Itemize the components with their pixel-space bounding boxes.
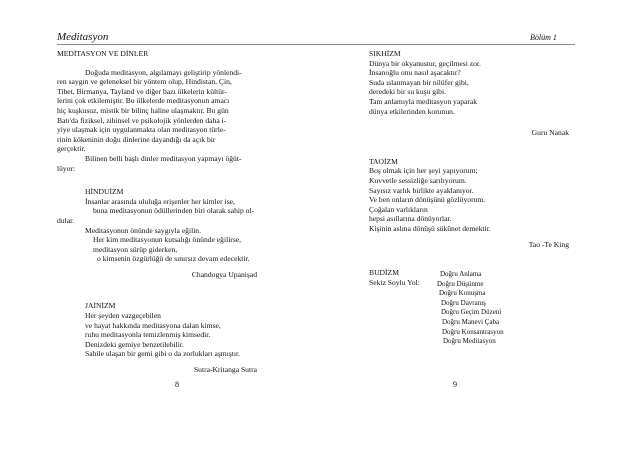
intro-line: Tibet, Birmanya, Tayland ve diğer bazı ülkelerin kültür- — [57, 86, 227, 96]
chapter-label: Bölüm 1 — [530, 33, 557, 42]
quote-line: İnsanoğlu onu nasıl aşacaktır? — [369, 68, 461, 78]
intro-line: rinin kökeninin doğu dinlerine dayandığı da açık bir — [57, 134, 216, 144]
list-item: Doğru Geçim Düzeni — [441, 308, 502, 317]
quote-line: Kuvvetle sessizliğe sarılıyorum. — [369, 175, 467, 185]
quote-line: Tam anlamıyla meditasyon yaparak — [369, 96, 478, 106]
intro-line: lüyor: — [57, 163, 76, 173]
quote-line: o kimsenin özgürlüğü de sınırsız devam edecektir. — [97, 254, 250, 264]
quote-line: ruhu meditasyonla temizlenmiş kimsedir. — [85, 330, 211, 340]
intro-line: Bilinen belli başlı dinler meditasyon yapmayı öğüt- — [85, 153, 242, 163]
quote-line: Çoğalan varlıkların — [369, 204, 428, 214]
eightfold-path-list — [437, 270, 504, 347]
running-title: Meditasyon — [57, 31, 109, 43]
list-item: Doğru Manevi Çaba — [442, 317, 500, 326]
quote-line: dular. — [57, 215, 75, 225]
quote-line: Ve ben onların dönüşünü gözlüyorum. — [369, 195, 486, 205]
hinduism-heading: HİNDUİZM — [85, 187, 124, 197]
quote-line: dünya etkilerinden korunun. — [369, 106, 455, 116]
quote-line: Denizdeki gemiye benzetilebilir. — [85, 339, 184, 349]
list-item: Doğru Meditasyon — [443, 337, 496, 346]
list-item: Doğru Konsantrasyon — [442, 327, 504, 336]
quote-line: Suda ıslanmayan bir nilüfer gibi, — [369, 77, 469, 87]
page-number-right: 9 — [453, 380, 457, 389]
intro-line: Doğuda meditasyon, algılamayı geliştirip yönlendi- — [85, 67, 242, 77]
quote-line: İnsanlar arasında ululuğa erişenler her kimler ise, — [85, 196, 235, 206]
list-item: Doğru Anlama — [440, 270, 482, 278]
quote-line: Her kim meditasyonun kutsalığı önünde eğilirse, — [93, 235, 242, 245]
jainism-heading: JAİNİZM — [85, 301, 116, 311]
list-item: Doğru Düşünme — [437, 279, 484, 288]
quote-line: Boş olmak için her şeyi yapıyorum; — [369, 166, 478, 176]
intro-paragraph — [57, 68, 262, 174]
intro-line: yiye ulaşmak için uygulanmakta olan meditasyon türle- — [57, 125, 226, 135]
left-page-column — [57, 49, 257, 375]
list-item: Doğru Davranış — [441, 298, 486, 307]
quote-source: Tao -Te King — [528, 239, 569, 249]
quote-line: Meditasyonun önünde saygıyla eğilin. — [85, 225, 201, 235]
quote-line: hepsi asıllarına dönüyorlar. — [369, 214, 452, 224]
list-item: Doğru Konuşma — [439, 289, 486, 298]
buddhism-heading: BUDİZM — [369, 268, 399, 278]
header-rule — [57, 44, 575, 45]
quote-line: buna meditasyonun ödüllerinden biri olarak sahip ol- — [93, 206, 255, 216]
intro-line: hiç kuşkusuz, mistik bir bilinç haline ulaşmaktır. Bu gün — [57, 105, 229, 115]
quote-source: Chandogya Upanişad — [191, 269, 257, 279]
quote-source: Guru Nanak — [531, 128, 569, 138]
right-page-column — [369, 49, 569, 287]
section-heading: MEDİTASYON VE DİNLER — [57, 49, 149, 58]
quote-line: deredeki bir su kuşu gibi. — [369, 87, 446, 97]
quote-line: Sayısız varlık birlikte ayaklanıyor. — [369, 185, 474, 195]
jainism-section — [57, 301, 257, 374]
intro-line: gerçektir. — [57, 144, 86, 154]
quote-source: Sutra-Kritanga Sutra — [193, 365, 257, 375]
sikhism-section — [369, 49, 569, 138]
intro-line: Batı'da fiziksel, zihinsel ve psikolojik yönlerden daha i- — [57, 115, 227, 125]
taoism-section — [369, 157, 569, 249]
buddhism-subheading: Sekiz Soylu Yol: — [369, 277, 420, 287]
quote-line: Dünya bir okyanustur, geçilmesi zor. — [369, 58, 481, 68]
hinduism-section — [57, 187, 257, 279]
page-number-left: 8 — [175, 380, 179, 389]
intro-line: lerini çok etkilemiştir. Bu ülkelerde meditasyonun amacı — [57, 96, 230, 106]
intro-line: ren saygın ve geleneksel bir yöntem olup, Hindistan, Çin, — [57, 77, 232, 87]
taoism-heading: TAOİZM — [369, 156, 398, 166]
sikhism-heading: SIKHİZM — [369, 49, 401, 58]
quote-line: Kişinin aslına dönüşü sükûnet demektir. — [369, 223, 491, 233]
quote-line: Her şeyden vazgeçebilen — [85, 311, 161, 321]
quote-line: Sahile ulaşan bir gemi gibi o da zorlukları aşmıştır. — [85, 349, 241, 359]
quote-line: meditasyon sürüp giderken, — [93, 244, 178, 254]
quote-line: ve hayat hakkında meditasyona dalan kimse, — [85, 320, 221, 330]
